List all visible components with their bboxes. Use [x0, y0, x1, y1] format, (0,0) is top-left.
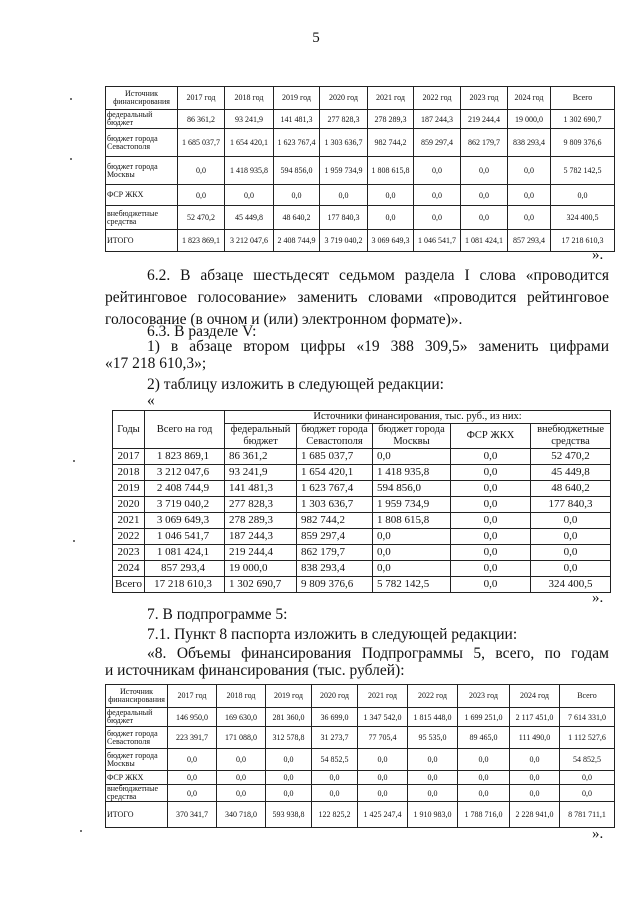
table-cell: 0,0: [461, 157, 508, 185]
table-cell: 1 418 935,8: [225, 157, 274, 185]
table-cell: 0,0: [510, 785, 560, 802]
row-label: бюджет города Севастополя: [106, 129, 178, 157]
table-cell: 0,0: [312, 785, 358, 802]
item-1-line1: 1) в абзаце втором цифры «19 388 309,5» заменить цифрами: [147, 338, 609, 355]
table-cell: 1 623 767,4: [274, 129, 320, 157]
table-cell: 0,0: [217, 749, 266, 771]
table-row: [106, 206, 615, 230]
table-cell: 19 000,0: [508, 110, 551, 129]
para-6-2-line1: 6.2. В абзаце шестьдесят седьмом раздела I слова «проводится: [147, 267, 609, 284]
table-cell: 1 959 734,9: [373, 497, 451, 513]
table-cell: 2 117 451,0: [510, 708, 560, 727]
table-cell: 5 782 142,5: [551, 157, 615, 185]
table-cell: 0,0: [510, 749, 560, 771]
table-cell: 594 856,0: [373, 481, 451, 497]
table-cell: 857 293,4: [508, 230, 551, 252]
column-header: 2020 год: [320, 87, 368, 110]
table-cell: 0,0: [560, 771, 615, 785]
table-cell: 0,0: [551, 185, 615, 206]
table-cell: 0,0: [531, 513, 611, 529]
table-row: [113, 449, 611, 465]
table-cell: 0,0: [408, 771, 458, 785]
table-cell: 1 112 527,6: [560, 727, 615, 749]
table-cell: 1 823 869,1: [145, 449, 225, 465]
row-label: федеральный бюджет: [106, 110, 178, 129]
table-cell: 0,0: [217, 785, 266, 802]
source-subheader: бюджет города Москвы: [373, 424, 451, 449]
table-cell: 1 302 690,7: [225, 577, 297, 593]
source-column-header: Источник финансирования: [106, 87, 178, 110]
table-cell: 0,0: [414, 157, 461, 185]
table-cell: 1 425 247,4: [358, 802, 408, 828]
table-cell: 0,0: [358, 785, 408, 802]
table-cell: 838 293,4: [297, 561, 373, 577]
year-cell: Всего: [113, 577, 145, 593]
table-cell: 1 623 767,4: [297, 481, 373, 497]
table-cell: 982 744,2: [297, 513, 373, 529]
table-cell: 9 809 376,6: [297, 577, 373, 593]
table-cell: 859 297,4: [297, 529, 373, 545]
row-label: бюджет города Москвы: [106, 157, 178, 185]
table-cell: 1 685 037,7: [297, 449, 373, 465]
table-row: [106, 157, 615, 185]
table-cell: 1 654 420,1: [297, 465, 373, 481]
table-cell: 862 179,7: [461, 129, 508, 157]
table-cell: 17 218 610,3: [551, 230, 615, 252]
table-cell: 0,0: [225, 185, 274, 206]
page-number: 5: [312, 30, 320, 46]
row-label: бюджет города Москвы: [106, 749, 168, 771]
row-label: внебюджетные средства: [106, 206, 178, 230]
margin-mark: [70, 98, 72, 100]
table-cell: 0,0: [168, 771, 217, 785]
table-row: [106, 708, 615, 727]
year-cell: 2023: [113, 545, 145, 561]
table-row: [106, 727, 615, 749]
table-cell: 1 347 542,0: [358, 708, 408, 727]
table-cell: 0,0: [531, 561, 611, 577]
column-header: 2024 год: [508, 87, 551, 110]
table-cell: 95 535,0: [408, 727, 458, 749]
table-cell: 0,0: [451, 561, 531, 577]
item-1-line2: «17 218 610,3»;: [105, 355, 207, 372]
table-row: [113, 577, 611, 593]
table-cell: 594 856,0: [274, 157, 320, 185]
row-label: ФСР ЖКХ: [106, 771, 168, 785]
source-subheader: внебюджетные средства: [531, 424, 611, 449]
table-cell: 54 852,5: [312, 749, 358, 771]
table-cell: 0,0: [451, 577, 531, 593]
financing-table-1: [105, 86, 615, 252]
table-cell: 171 088,0: [217, 727, 266, 749]
table-cell: 0,0: [217, 771, 266, 785]
para-7: 7. В подпрограмме 5:: [147, 606, 288, 623]
table-cell: 1 910 983,0: [408, 802, 458, 828]
table-cell: 5 782 142,5: [373, 577, 451, 593]
table-cell: 324 400,5: [531, 577, 611, 593]
table-cell: 1 418 935,8: [373, 465, 451, 481]
table-cell: 1 303 636,7: [297, 497, 373, 513]
table-cell: 1 685 037,7: [178, 129, 225, 157]
table-row: [113, 561, 611, 577]
column-header: 2023 год: [461, 87, 508, 110]
table-cell: 0,0: [414, 206, 461, 230]
column-header: 2021 год: [358, 685, 408, 708]
table-cell: 0,0: [358, 749, 408, 771]
table-cell: 0,0: [451, 465, 531, 481]
table-cell: 278 289,3: [368, 110, 414, 129]
table-cell: 177 840,3: [531, 497, 611, 513]
table-cell: 0,0: [451, 529, 531, 545]
table-cell: 0,0: [531, 529, 611, 545]
table-cell: 982 744,2: [368, 129, 414, 157]
table-cell: 0,0: [451, 513, 531, 529]
column-header: 2022 год: [414, 87, 461, 110]
row-label: ИТОГО: [106, 802, 168, 828]
margin-mark: [73, 540, 75, 542]
table-cell: 3 069 649,3: [145, 513, 225, 529]
table-cell: 223 391,7: [168, 727, 217, 749]
table-row: [106, 749, 615, 771]
table-cell: 0,0: [358, 771, 408, 785]
para-7-1: 7.1. Пункт 8 паспорта изложить в следующей редакции:: [147, 626, 518, 643]
source-subheader: бюджет города Севастополя: [297, 424, 373, 449]
table-cell: 0,0: [178, 185, 225, 206]
year-cell: 2018: [113, 465, 145, 481]
table-cell: 0,0: [458, 749, 510, 771]
table-cell: 1 823 869,1: [178, 230, 225, 252]
table-cell: 1 046 541,7: [145, 529, 225, 545]
row-label: внебюджетные средства: [106, 785, 168, 802]
table-cell: 0,0: [274, 185, 320, 206]
table-row: [106, 771, 615, 785]
margin-mark: [80, 830, 82, 832]
column-header: 2018 год: [225, 87, 274, 110]
table-cell: 0,0: [373, 561, 451, 577]
column-header: Всего: [551, 87, 615, 110]
table-cell: 141 481,3: [274, 110, 320, 129]
table-cell: 45 449,8: [531, 465, 611, 481]
row-label: федеральный бюджет: [106, 708, 168, 727]
year-cell: 2020: [113, 497, 145, 513]
table-cell: 0,0: [451, 497, 531, 513]
table-cell: 77 705,4: [358, 727, 408, 749]
table-cell: 219 244,4: [225, 545, 297, 561]
table-cell: 0,0: [510, 771, 560, 785]
table-cell: 0,0: [168, 785, 217, 802]
financing-table-2: [112, 410, 611, 593]
table3-close-mark: ».: [592, 826, 604, 842]
table-cell: 17 218 610,3: [145, 577, 225, 593]
table-cell: 0,0: [461, 185, 508, 206]
table-cell: 0,0: [373, 545, 451, 561]
total-header: Всего на год: [145, 411, 225, 449]
row-label: ФСР ЖКХ: [106, 185, 178, 206]
column-header: 2022 год: [408, 685, 458, 708]
table-cell: 31 273,7: [312, 727, 358, 749]
table-cell: 19 000,0: [225, 561, 297, 577]
table-cell: 0,0: [508, 206, 551, 230]
table-cell: 1 303 636,7: [320, 129, 368, 157]
column-header: 2019 год: [274, 87, 320, 110]
table1-close-mark: ».: [592, 247, 604, 263]
table-cell: 111 490,0: [510, 727, 560, 749]
row-label: ИТОГО: [106, 230, 178, 252]
table-cell: 0,0: [451, 545, 531, 561]
table-cell: 187 244,3: [225, 529, 297, 545]
column-header: 2023 год: [458, 685, 510, 708]
table-cell: 52 470,2: [178, 206, 225, 230]
table2-close-mark: ».: [592, 590, 604, 606]
table-cell: 0,0: [451, 449, 531, 465]
table-row: [106, 785, 615, 802]
table-cell: 277 828,3: [225, 497, 297, 513]
source-column-header: Источник финансирования: [106, 685, 168, 708]
table-cell: 122 825,2: [312, 802, 358, 828]
year-cell: 2024: [113, 561, 145, 577]
column-header: Всего: [560, 685, 615, 708]
table-cell: 0,0: [414, 185, 461, 206]
table-cell: 93 241,9: [225, 465, 297, 481]
table-cell: 862 179,7: [297, 545, 373, 561]
table-cell: 340 718,0: [217, 802, 266, 828]
table-cell: 0,0: [461, 206, 508, 230]
column-header: 2017 год: [178, 87, 225, 110]
table-cell: 93 241,9: [225, 110, 274, 129]
table-row: [106, 185, 615, 206]
table-cell: 1 808 615,8: [373, 513, 451, 529]
para-6-2-line2: рейтинговое голосование» заменить словами «проводится рейтинговое: [105, 289, 609, 306]
table-cell: 0,0: [266, 771, 312, 785]
margin-mark: [70, 158, 72, 160]
margin-mark: [73, 460, 75, 462]
table-cell: 0,0: [373, 449, 451, 465]
table-cell: 1 302 690,7: [551, 110, 615, 129]
table-row: [106, 230, 615, 252]
table-row: [113, 545, 611, 561]
item-2: 2) таблицу изложить в следующей редакции:: [147, 376, 444, 393]
table-cell: 89 465,0: [458, 727, 510, 749]
table-cell: 3 719 040,2: [145, 497, 225, 513]
table-cell: 1 081 424,1: [145, 545, 225, 561]
table-cell: 1 959 734,9: [320, 157, 368, 185]
para-8-line2: и источникам финансирования (тыс. рублей):: [105, 662, 405, 679]
table-cell: 0,0: [266, 785, 312, 802]
table-cell: 0,0: [368, 206, 414, 230]
para-8-line1: «8. Объемы финансирования Подпрограммы 5, всего, по годам: [147, 645, 609, 662]
table-cell: 48 640,2: [531, 481, 611, 497]
table-cell: 0,0: [458, 785, 510, 802]
table-cell: 3 212 047,6: [145, 465, 225, 481]
table-cell: 0,0: [531, 545, 611, 561]
sources-header: Источники финансирования, тыс. руб., из них:: [225, 411, 611, 424]
table-cell: 277 828,3: [320, 110, 368, 129]
table-row: [113, 481, 611, 497]
financing-table-3: [105, 684, 615, 828]
table-cell: 0,0: [451, 481, 531, 497]
table-cell: 177 840,3: [320, 206, 368, 230]
table-cell: 312 578,8: [266, 727, 312, 749]
table-cell: 593 938,8: [266, 802, 312, 828]
table-cell: 0,0: [373, 529, 451, 545]
column-header: 2020 год: [312, 685, 358, 708]
table-cell: 0,0: [368, 185, 414, 206]
table-cell: 2 228 941,0: [510, 802, 560, 828]
table-cell: 45 449,8: [225, 206, 274, 230]
table-cell: 48 640,2: [274, 206, 320, 230]
table-cell: 52 470,2: [531, 449, 611, 465]
year-cell: 2021: [113, 513, 145, 529]
table-cell: 0,0: [508, 157, 551, 185]
table-cell: 219 244,4: [461, 110, 508, 129]
table-cell: 2 408 744,9: [145, 481, 225, 497]
table-cell: 838 293,4: [508, 129, 551, 157]
table-row: [113, 513, 611, 529]
table-cell: 281 360,0: [266, 708, 312, 727]
table-cell: 0,0: [178, 157, 225, 185]
para-6-2-line3: голосование (в очном и (или) электронном формате)».: [105, 311, 463, 328]
table-cell: 0,0: [408, 749, 458, 771]
table-cell: 0,0: [508, 185, 551, 206]
source-subheader: ФСР ЖКХ: [451, 424, 531, 449]
table-cell: 278 289,3: [225, 513, 297, 529]
table-row: [106, 129, 615, 157]
table-cell: 86 361,2: [225, 449, 297, 465]
table-cell: 9 809 376,6: [551, 129, 615, 157]
table-row: [106, 110, 615, 129]
table-cell: 0,0: [408, 785, 458, 802]
table-cell: 0,0: [312, 771, 358, 785]
table-cell: 0,0: [168, 749, 217, 771]
table-cell: 54 852,5: [560, 749, 615, 771]
table-cell: 0,0: [458, 771, 510, 785]
table-row: [113, 465, 611, 481]
table-cell: 1 788 716,0: [458, 802, 510, 828]
table-cell: 141 481,3: [225, 481, 297, 497]
para-6-3: 6.3. В разделе V:: [147, 323, 257, 340]
table-cell: 370 341,7: [168, 802, 217, 828]
table-cell: 8 781 711,1: [560, 802, 615, 828]
table-cell: 7 614 331,0: [560, 708, 615, 727]
table-cell: 2 408 744,9: [274, 230, 320, 252]
table-cell: 1 081 424,1: [461, 230, 508, 252]
table-row: [113, 529, 611, 545]
table-cell: 857 293,4: [145, 561, 225, 577]
open-quote: «: [147, 392, 155, 409]
column-header: 2024 год: [510, 685, 560, 708]
table-cell: 324 400,5: [551, 206, 615, 230]
column-header: 2019 год: [266, 685, 312, 708]
year-cell: 2019: [113, 481, 145, 497]
table-cell: 3 212 047,6: [225, 230, 274, 252]
table-cell: 1 808 615,8: [368, 157, 414, 185]
year-cell: 2017: [113, 449, 145, 465]
table-cell: 859 297,4: [414, 129, 461, 157]
table-cell: 0,0: [560, 785, 615, 802]
table-cell: 187 244,3: [414, 110, 461, 129]
column-header: 2021 год: [368, 87, 414, 110]
table-cell: 0,0: [266, 749, 312, 771]
years-header: Годы: [113, 411, 145, 449]
table-cell: 86 361,2: [178, 110, 225, 129]
column-header: 2018 год: [217, 685, 266, 708]
table-cell: 3 069 649,3: [368, 230, 414, 252]
year-cell: 2022: [113, 529, 145, 545]
table-row: [113, 497, 611, 513]
table-row: [106, 802, 615, 828]
table-cell: 1 815 448,0: [408, 708, 458, 727]
table-cell: 0,0: [320, 185, 368, 206]
table-cell: 36 699,0: [312, 708, 358, 727]
source-subheader: федеральный бюджет: [225, 424, 297, 449]
table-cell: 146 950,0: [168, 708, 217, 727]
column-header: 2017 год: [168, 685, 217, 708]
table-cell: 1 654 420,1: [225, 129, 274, 157]
row-label: бюджет города Севастополя: [106, 727, 168, 749]
table-cell: 3 719 040,2: [320, 230, 368, 252]
table-cell: 1 699 251,0: [458, 708, 510, 727]
table-cell: 169 630,0: [217, 708, 266, 727]
table-cell: 1 046 541,7: [414, 230, 461, 252]
